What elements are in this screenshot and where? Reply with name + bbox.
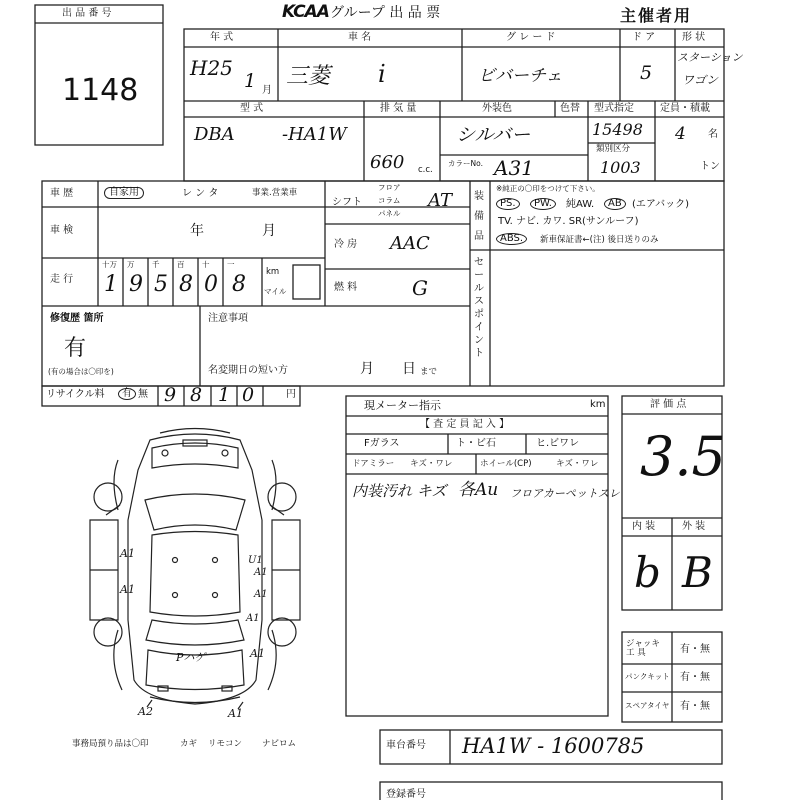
recycle-yes: 有 (118, 388, 136, 400)
jack-value: 有・無 (680, 644, 710, 655)
year-era: H25 (190, 56, 233, 80)
color-value: シルバー (456, 124, 531, 146)
chassis-label: 車台番号 (386, 740, 426, 751)
color-no-label: カラーNo. (448, 159, 483, 168)
recycle-digit: 9 (164, 384, 177, 406)
year-month: 1 (244, 70, 257, 92)
mile-unit: マイル (264, 287, 287, 296)
equip-ab-note: (エアバック) (632, 199, 690, 210)
equip-abs: ABS. (496, 233, 527, 245)
interior-score: b (634, 548, 661, 597)
capacity-unit: 名 (708, 129, 718, 140)
digit-label-100k: 十万 (102, 260, 117, 269)
diagram-mark: A1 (250, 647, 265, 660)
interior-label: 内 装 (632, 521, 656, 532)
sales-point-char: セ (474, 257, 484, 268)
inspector-note-1: 内装汚れ キズ (352, 482, 447, 500)
equip-line-2: TV. ナビ. カワ. SR(サンルーフ) (498, 216, 639, 227)
equip-label-2: 備 (474, 211, 484, 222)
lot-number: 1148 (62, 73, 139, 108)
diagram-mark: Pハゲ (176, 651, 206, 664)
mileage-digit: 8 (179, 272, 193, 297)
sales-point-char: ン (474, 335, 484, 346)
shift-column: コラム (378, 196, 401, 205)
remote-item: リモコン (208, 739, 243, 749)
recycle-no: 無 (138, 389, 148, 400)
equip-aw: 純AW. (566, 199, 595, 210)
inspector-title: 【 査 定 員 記 入 】 (420, 419, 510, 430)
equip-note: ※純正の〇印をつけて下さい。 (496, 184, 600, 193)
digit-label-1: 一 (227, 260, 235, 269)
glass-label: Fガラス (364, 438, 400, 449)
digit-label-1k: 千 (152, 260, 160, 269)
inspector-note-3: フロアカーペットスレ (510, 487, 620, 500)
year-label: 年 式 (210, 32, 234, 43)
spare-label: スペアタイヤ (625, 701, 670, 710)
spare-value: 有・無 (680, 701, 710, 712)
sales-point-label (474, 258, 488, 362)
model-prefix: DBA (194, 124, 235, 145)
class-value: 1003 (600, 158, 641, 177)
capacity-value: 4 (675, 124, 686, 144)
month-unit: 月 (262, 85, 272, 96)
class-label: 類別区分 (596, 144, 631, 154)
equip-line-3: 新車保証書←(注) 後日送りのみ (540, 235, 659, 245)
grade-label: グ レ ー ド (506, 32, 556, 43)
score-label: 評 価 点 (650, 399, 687, 410)
jack-label: ジャッキ 工 具 (626, 639, 660, 658)
repair-note: (有の場合は〇印を) (48, 367, 114, 376)
grade-value: ビバーチェ (478, 66, 563, 86)
maker-name: 三菱 (286, 64, 331, 89)
body-value-2: ワゴン (682, 73, 719, 87)
displacement-value: 660 (370, 152, 405, 173)
color-no-value: A31 (494, 156, 534, 180)
mileage-digit: 8 (232, 272, 246, 297)
fuel-value: G (412, 276, 428, 300)
key-item: カギ (180, 739, 198, 749)
diagram-mark: A1 (120, 583, 135, 596)
doors-value: 5 (640, 62, 653, 84)
transfer-day: 日 (402, 361, 416, 377)
equip-label-3: 品 (474, 231, 484, 242)
sales-point-char: ル (474, 283, 484, 294)
yen-unit: 円 (286, 389, 296, 400)
ton-unit: トン (700, 161, 720, 172)
inspection-label: 車 検 (50, 225, 74, 236)
overall-score: 3.5 (640, 425, 726, 488)
shift-panel: パネル (378, 209, 401, 218)
copy-label: 主催者用 (620, 6, 693, 25)
mileage-digit: 1 (104, 272, 118, 297)
shift-floor: フロア (378, 183, 401, 192)
exterior-label: 外 装 (682, 521, 706, 532)
sales-point-char: ー (474, 270, 484, 281)
meter-unit: km (590, 399, 606, 410)
inspector-note-2: 各Au (458, 480, 499, 500)
history-label: 車 歴 (50, 188, 74, 199)
diagram-mark: A2 (138, 705, 153, 718)
car-name-label: 車 名 (348, 32, 372, 43)
capacity-label: 定員・積載 (660, 103, 710, 114)
private-use-option: 自家用 (104, 187, 144, 199)
recycle-digit: 1 (218, 384, 231, 406)
chassis-number: HA1W - 1600785 (462, 734, 645, 758)
cc-unit: c.c. (418, 165, 433, 175)
mileage-digit: 5 (154, 272, 168, 297)
mileage-label: 走 行 (50, 274, 74, 285)
equip-pw: PW. (530, 198, 556, 210)
mileage-digit: 9 (129, 272, 143, 297)
stone-label: ト・ビ石 (456, 438, 496, 449)
recycle-digit: 0 (242, 384, 255, 406)
digit-label-100: 百 (177, 260, 185, 269)
wheel-label: ホイール(CP) (480, 459, 532, 469)
navi-item: ナビロム (262, 739, 297, 749)
type-number-label: 型式指定 (594, 103, 634, 114)
equip-ab: AB (604, 198, 626, 210)
displacement-label: 排 気 量 (380, 103, 417, 114)
repair-value: 有 (64, 336, 87, 361)
color-change-label: 色替 (560, 103, 580, 114)
puncture-value: 有・無 (680, 672, 710, 683)
transfer-month: 月 (360, 361, 374, 377)
diagram-mark: A1 (120, 547, 135, 560)
exterior-score: B (682, 548, 713, 597)
sales-point-char: ポ (474, 309, 484, 320)
diagram-mark: A1 (228, 707, 243, 720)
wheel-options: キズ・ワレ (556, 459, 599, 469)
sales-point-char: ト (474, 348, 484, 359)
ac-value: AAC (390, 233, 430, 254)
transfer-until: まで (420, 367, 438, 377)
shift-label: シフト (332, 197, 362, 208)
km-unit: km (266, 267, 280, 277)
rental-option: レ ン タ (182, 188, 219, 199)
sales-point-char: イ (474, 322, 484, 333)
caution-label: 注意事項 (208, 313, 248, 324)
equip-ps: PS. (496, 198, 520, 210)
crack-label: ヒ.ビワレ (536, 438, 580, 449)
office-note: 事務局預り品は〇印 (72, 739, 149, 749)
recycle-label: リサイクル料 (46, 389, 105, 400)
color-label: 外装色 (482, 103, 512, 114)
shift-value: AT (428, 190, 453, 211)
fuel-label: 燃 料 (334, 282, 358, 293)
registration-label: 登録番号 (386, 789, 426, 800)
diagram-mark: U1 (248, 555, 263, 566)
body-value-1: スターション (677, 51, 743, 64)
inspection-month: 月 (262, 223, 276, 239)
lot-label: 出 品 番 号 (62, 8, 112, 19)
model-code: -HA1W (282, 124, 347, 145)
business-option: 事業.営業車 (252, 188, 298, 198)
diagram-mark: A1 (254, 567, 268, 578)
mirror-label: ドアミラー (352, 459, 395, 469)
model-name: i (378, 60, 386, 88)
mirror-options: キズ・ワレ (410, 459, 453, 469)
digit-label-10k: 万 (127, 260, 135, 269)
repair-label: 修復歴 箇所 (50, 313, 104, 324)
mileage-digit: 0 (204, 272, 218, 297)
transfer-label: 名変期日の短い方 (208, 365, 288, 376)
form-title: グループ 出 品 票 (330, 5, 441, 21)
puncture-label: パンクキット (625, 672, 670, 681)
recycle-digit: 8 (190, 384, 203, 406)
sales-point-char: ス (474, 296, 484, 307)
type-number-value: 15498 (592, 120, 643, 139)
diagram-mark: A1 (246, 613, 260, 624)
ac-label: 冷 房 (334, 239, 358, 250)
brand-logo: KCAA (282, 2, 329, 22)
body-label: 形 状 (682, 32, 706, 43)
diagram-mark: A1 (254, 589, 268, 600)
doors-label: ド ア (632, 32, 656, 43)
equip-label-1: 装 (474, 191, 484, 202)
meter-label: 現メーター指示 (364, 399, 441, 412)
digit-label-10: 十 (202, 260, 210, 269)
model-code-label: 型 式 (240, 103, 264, 114)
inspection-year: 年 (190, 223, 204, 239)
